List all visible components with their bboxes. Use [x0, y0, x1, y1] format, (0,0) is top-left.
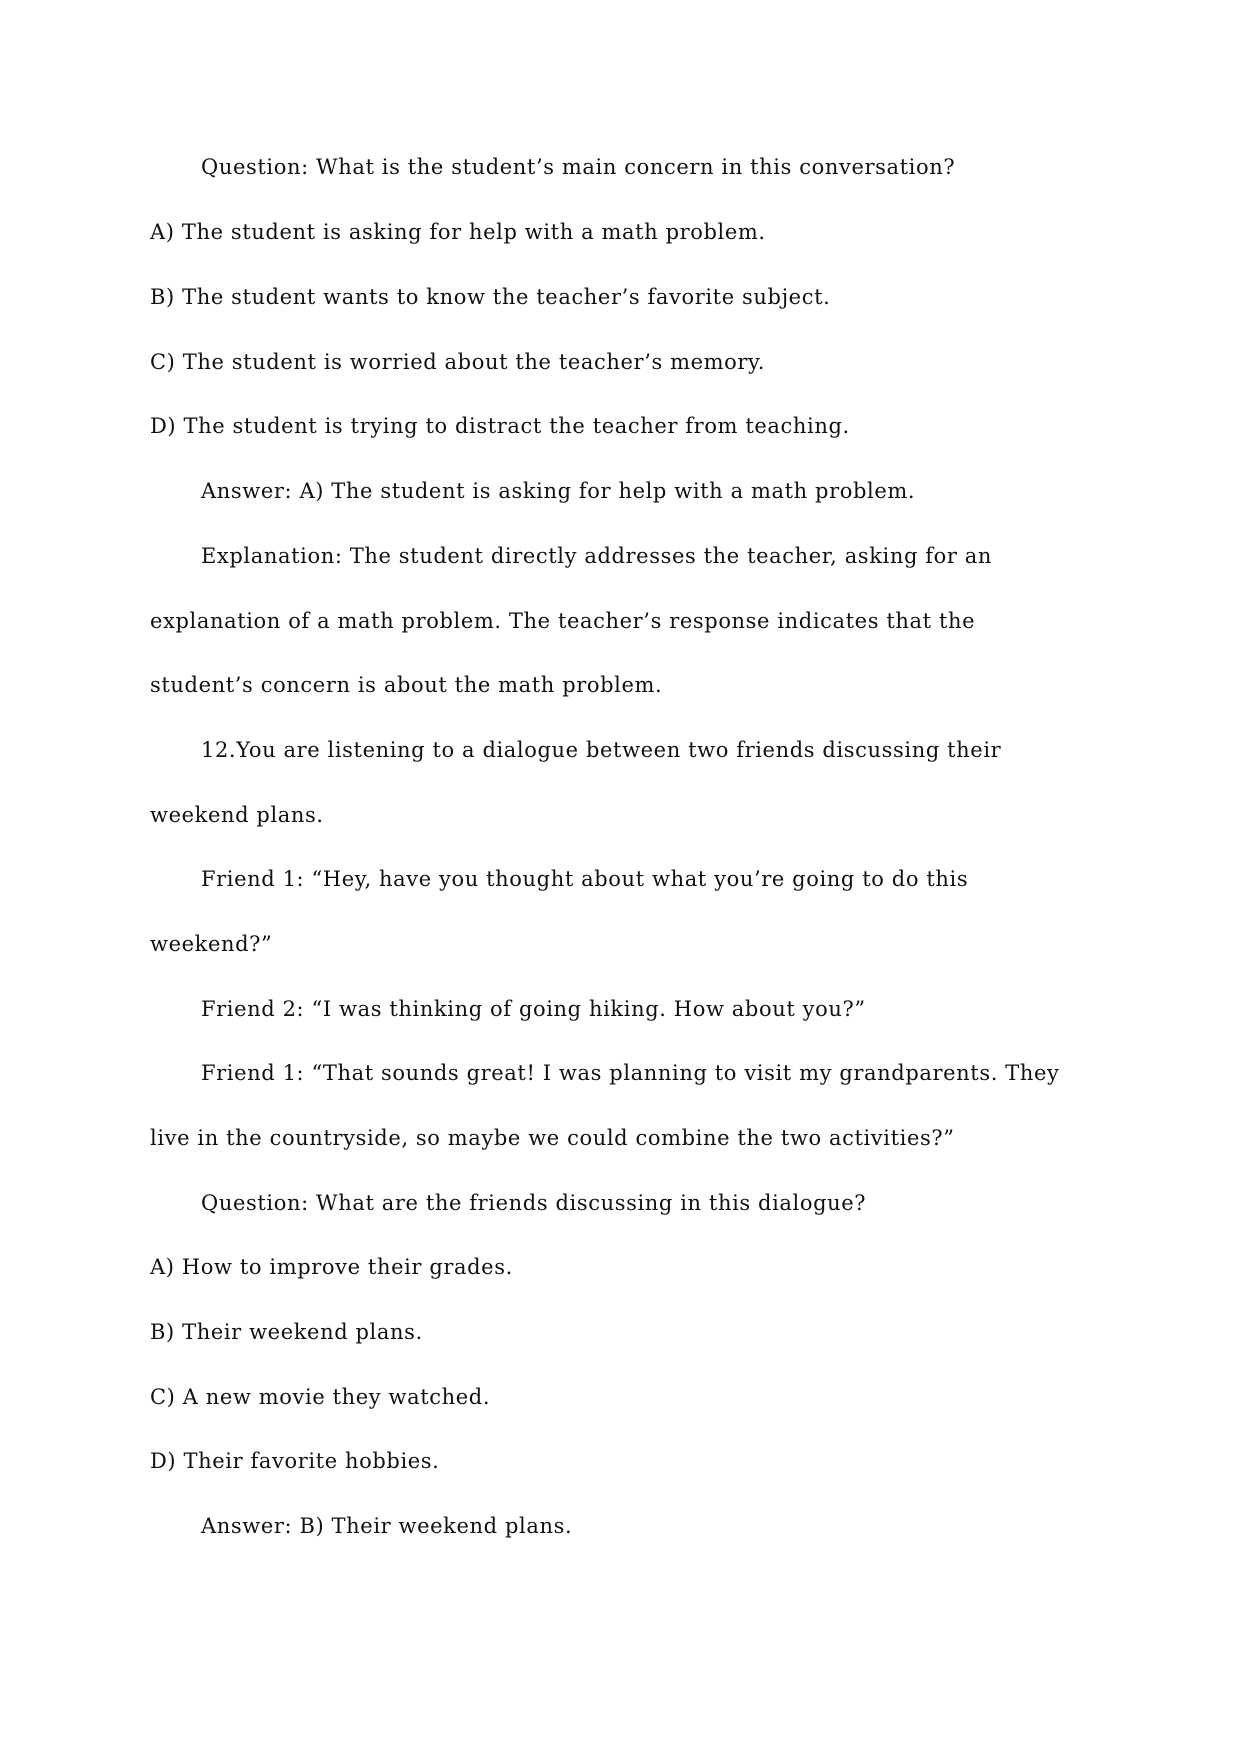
- q12-dialogue-line-3: Friend 2: “I was thinking of going hiking. How about you?”: [201, 997, 866, 1021]
- q11-explanation-line-1: Explanation: The student directly addresses the teacher, asking for an: [201, 544, 993, 568]
- q11-explanation-line-2: explanation of a math problem. The teacher’s response indicates that the: [150, 609, 976, 633]
- q11-explanation-line-3: student’s concern is about the math problem.: [150, 673, 663, 697]
- q11-answer: Answer: A) The student is asking for help with a math problem.: [201, 479, 916, 503]
- q11-option-c: C) The student is worried about the teacher’s memory.: [150, 350, 766, 374]
- q12-intro-line-2: weekend plans.: [150, 803, 324, 827]
- q12-option-c: C) A new movie they watched.: [150, 1385, 491, 1409]
- q12-option-a: A) How to improve their grades.: [150, 1255, 513, 1279]
- q12-dialogue-line-4: Friend 1: “That sounds great! I was planning to visit my grandparents. They: [201, 1061, 1060, 1085]
- q11-option-d: D) The student is trying to distract the teacher from teaching.: [150, 414, 850, 438]
- q12-dialogue-line-5: live in the countryside, so maybe we could combine the two activities?”: [150, 1126, 955, 1150]
- q11-question: Question: What is the student’s main concern in this conversation?: [201, 155, 956, 179]
- q12-option-d: D) Their favorite hobbies.: [150, 1449, 440, 1473]
- q12-answer: Answer: B) Their weekend plans.: [201, 1514, 573, 1538]
- q12-dialogue-line-1: Friend 1: “Hey, have you thought about what you’re going to do this: [201, 867, 969, 891]
- q12-dialogue-line-2: weekend?”: [150, 932, 273, 956]
- q12-option-b: B) Their weekend plans.: [150, 1320, 423, 1344]
- q12-intro-line-1: 12.You are listening to a dialogue between two friends discussing their: [201, 738, 1002, 762]
- q11-option-a: A) The student is asking for help with a math problem.: [150, 220, 766, 244]
- q12-question: Question: What are the friends discussing in this dialogue?: [201, 1191, 867, 1215]
- q11-option-b: B) The student wants to know the teacher’s favorite subject.: [150, 285, 831, 309]
